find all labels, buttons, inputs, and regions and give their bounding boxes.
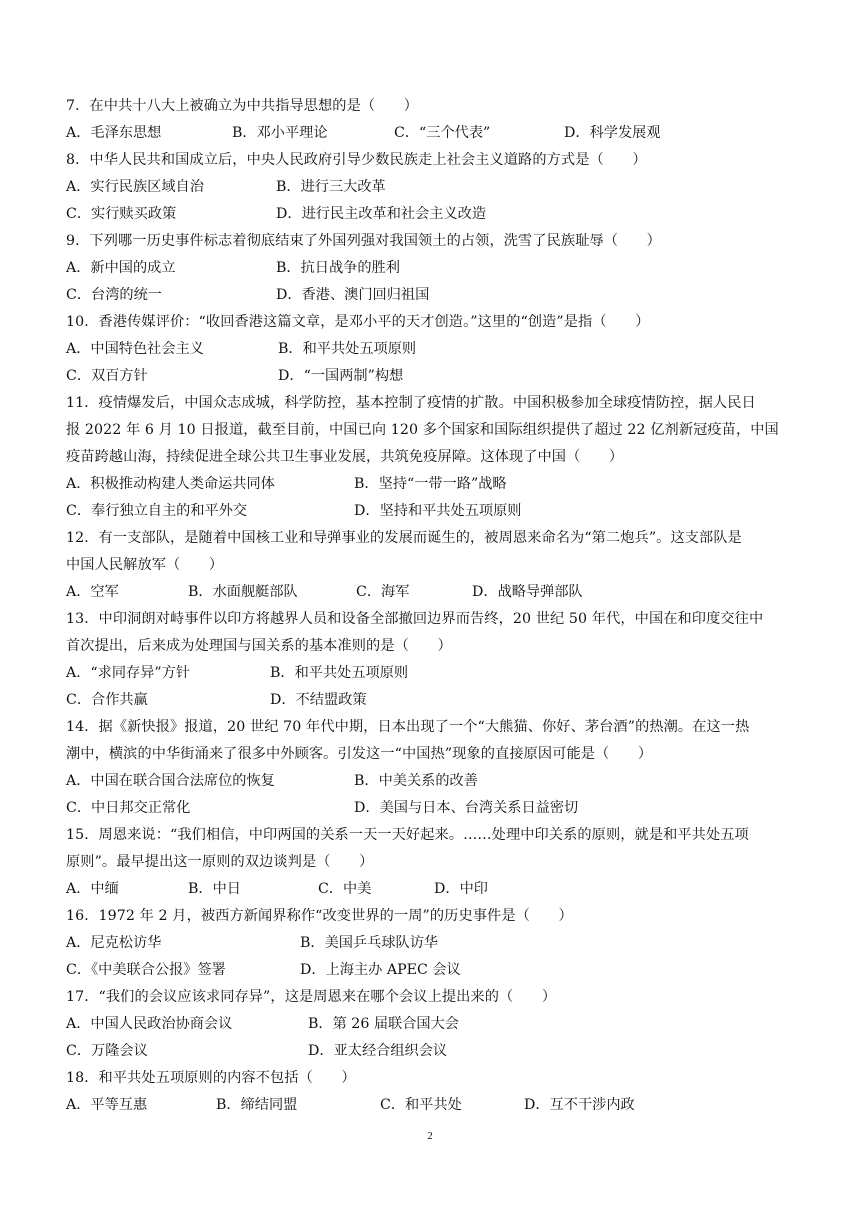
question-stem-text: 16．1972 年 2 月，被西方新闻界称作“改变世界的一周”的历史事件是（ ） xyxy=(66,908,573,924)
question-stem-text: 7．在中共十八大上被确立为中共指导思想的是（ ） xyxy=(66,98,419,114)
question-stem xyxy=(66,741,796,768)
option-d: D．进行民主改革和社会主义改造 xyxy=(276,206,487,222)
question-stem-text: 首次提出，后来成为处理国与国关系的基本准则的是（ ） xyxy=(66,638,452,654)
option-a: A．毛泽东思想 xyxy=(66,125,162,141)
option-b: B．和平共处五项原则 xyxy=(270,665,409,681)
question-stem xyxy=(66,93,796,120)
question xyxy=(66,606,796,714)
option-a: A．尼克松访华 xyxy=(66,935,162,951)
option-row xyxy=(66,768,796,795)
option-a: A．“求同存异”方针 xyxy=(66,665,191,681)
option-row xyxy=(66,498,796,525)
question-list xyxy=(66,93,796,1119)
option-row xyxy=(66,1038,796,1065)
option-row xyxy=(66,201,796,228)
option-c: C．海军 xyxy=(356,584,410,600)
option-b: B．进行三大改革 xyxy=(276,179,386,195)
option-a: A．空军 xyxy=(66,584,119,600)
question xyxy=(66,309,796,390)
question xyxy=(66,93,796,147)
option-d: D．美国与日本、台湾关系日益密切 xyxy=(354,800,579,816)
option-row xyxy=(66,1092,796,1119)
question xyxy=(66,984,796,1065)
question xyxy=(66,525,796,606)
option-d: D．科学发展观 xyxy=(564,125,661,141)
option-row xyxy=(66,795,796,822)
question-stem xyxy=(66,525,796,552)
option-a: A．中国在联合国合法席位的恢复 xyxy=(66,773,275,789)
option-c: C．台湾的统一 xyxy=(66,287,162,303)
question-stem xyxy=(66,390,796,417)
question-stem-text: 13．中印洞朗对峙事件以印方将越界人员和设备全部撤回边界而告终，20 世纪 50 年代，中国在和印度交往中 xyxy=(66,611,764,627)
question-stem-text: 12．有一支部队，是随着中国核工业和导弹事业的发展而诞生的，被周恩来命名为“第二炮兵”。这支部队是 xyxy=(66,530,742,546)
option-a: A．中国特色社会主义 xyxy=(66,341,204,357)
question-stem xyxy=(66,633,796,660)
option-d: D．坚持和平共处五项原则 xyxy=(354,503,522,519)
option-b: B．第 26 届联合国大会 xyxy=(308,1016,459,1032)
question-stem xyxy=(66,444,796,471)
option-c: C．实行赎买政策 xyxy=(66,206,177,222)
option-c: C．和平共处 xyxy=(380,1097,462,1113)
option-row xyxy=(66,363,796,390)
option-a: A．新中国的成立 xyxy=(66,260,176,276)
option-row xyxy=(66,660,796,687)
option-c: C．《中美联合公报》签署 xyxy=(66,962,226,978)
option-row xyxy=(66,255,796,282)
question-stem-text: 报 2022 年 6 月 10 日报道，截至目前，中国已向 120 多个国家和国际组织提供了超过 22 亿剂新冠疫苗，中国 xyxy=(66,422,779,438)
question-stem xyxy=(66,147,796,174)
option-d: D．互不干涉内政 xyxy=(524,1097,635,1113)
option-c: C．中美 xyxy=(318,881,372,897)
option-row xyxy=(66,336,796,363)
question xyxy=(66,228,796,309)
question xyxy=(66,822,796,903)
option-b: B．美国乒乓球队访华 xyxy=(300,935,439,951)
option-row xyxy=(66,282,796,309)
question-stem-text: 8．中华人民共和国成立后，中央人民政府引导少数民族走上社会主义道路的方式是（ ） xyxy=(66,152,647,168)
option-row xyxy=(66,120,796,147)
question xyxy=(66,390,796,525)
option-b: B．和平共处五项原则 xyxy=(278,341,417,357)
option-b: B．水面舰艇部队 xyxy=(188,584,298,600)
question-stem-text: 中国人民解放军（ ） xyxy=(66,557,224,573)
question-stem xyxy=(66,1065,796,1092)
option-d: D．战略导弹部队 xyxy=(472,584,583,600)
question xyxy=(66,147,796,228)
question xyxy=(66,903,796,984)
option-d: D．“一国两制”构想 xyxy=(278,368,404,384)
option-b: B．缔结同盟 xyxy=(216,1097,298,1113)
question-stem-text: 18．和平共处五项原则的内容不包括（ ） xyxy=(66,1070,356,1086)
option-b: B．坚持“一带一路”战略 xyxy=(354,476,507,492)
question-stem-text: 9．下列哪一历史事件标志着彻底结束了外国列强对我国领土的占领，洗雪了民族耻辱（ ） xyxy=(66,233,661,249)
option-b: B．中美关系的改善 xyxy=(354,773,478,789)
option-row xyxy=(66,174,796,201)
option-c: C．“三个代表” xyxy=(394,125,491,141)
question xyxy=(66,1065,796,1119)
option-c: C．合作共赢 xyxy=(66,692,148,708)
question-stem xyxy=(66,822,796,849)
option-d: D．不结盟政策 xyxy=(270,692,367,708)
option-b: B．中日 xyxy=(188,881,241,897)
option-row xyxy=(66,1011,796,1038)
option-b: B．抗日战争的胜利 xyxy=(276,260,400,276)
option-c: C．万隆会议 xyxy=(66,1043,148,1059)
option-a: A．实行民族区域自治 xyxy=(66,179,204,195)
option-row xyxy=(66,579,796,606)
page-number: 2 xyxy=(427,1130,433,1142)
question-stem-text: 疫苗跨越山海，持续促进全球公共卫生事业发展，共筑免疫屏障。这体现了中国（ ） xyxy=(66,449,624,465)
question-stem xyxy=(66,984,796,1011)
option-d: D．上海主办 APEC 会议 xyxy=(300,962,461,978)
question-stem xyxy=(66,228,796,255)
question-stem xyxy=(66,903,796,930)
question-stem-text: 10．香港传媒评价：“收回香港这篇文章，是邓小平的天才创造。”这里的“创造”是指（ ） xyxy=(66,314,650,330)
option-d: D．香港、澳门回归祖国 xyxy=(276,287,430,303)
option-a: A．积极推动构建人类命运共同体 xyxy=(66,476,275,492)
option-row xyxy=(66,876,796,903)
option-c: C．奉行独立自主的和平外交 xyxy=(66,503,248,519)
option-row xyxy=(66,930,796,957)
option-d: D．亚太经合组织会议 xyxy=(308,1043,448,1059)
option-row xyxy=(66,471,796,498)
question-stem xyxy=(66,849,796,876)
question-stem-text: 11．疫情爆发后，中国众志成城，科学防控，基本控制了疫情的扩散。中国积极参加全球疫情防控，据人民日 xyxy=(66,395,756,411)
question-stem xyxy=(66,417,796,444)
option-d: D．中印 xyxy=(434,881,488,897)
option-row xyxy=(66,687,796,714)
option-b: B．邓小平理论 xyxy=(232,125,328,141)
question-stem xyxy=(66,309,796,336)
question-stem xyxy=(66,714,796,741)
question-stem-text: 潮中，横滨的中华街涌来了很多中外顾客。引发这一“中国热”现象的直接原因可能是（ ） xyxy=(66,746,653,762)
question-stem xyxy=(66,552,796,579)
question-stem xyxy=(66,606,796,633)
option-c: C．中日邦交正常化 xyxy=(66,800,191,816)
option-a: A．中缅 xyxy=(66,881,119,897)
question-stem-text: 15．周恩来说：“我们相信，中印两国的关系一天一天好起来。……处理中印关系的原则，就是和平共处五项 xyxy=(66,827,749,843)
question-stem-text: 原则”。最早提出这一原则的双边谈判是（ ） xyxy=(66,854,374,870)
question-stem-text: 17．“我们的会议应该求同存异”，这是周恩来在哪个会议上提出来的（ ） xyxy=(66,989,557,1005)
question-stem-text: 14．据《新快报》报道，20 世纪 70 年代中期，日本出现了一个“大熊猫、你好、茅台酒”的热潮。在这一热 xyxy=(66,719,750,735)
option-a: A．平等互惠 xyxy=(66,1097,148,1113)
option-c: C．双百方针 xyxy=(66,368,148,384)
option-a: A．中国人民政治协商会议 xyxy=(66,1016,233,1032)
option-row xyxy=(66,957,796,984)
question xyxy=(66,714,796,822)
